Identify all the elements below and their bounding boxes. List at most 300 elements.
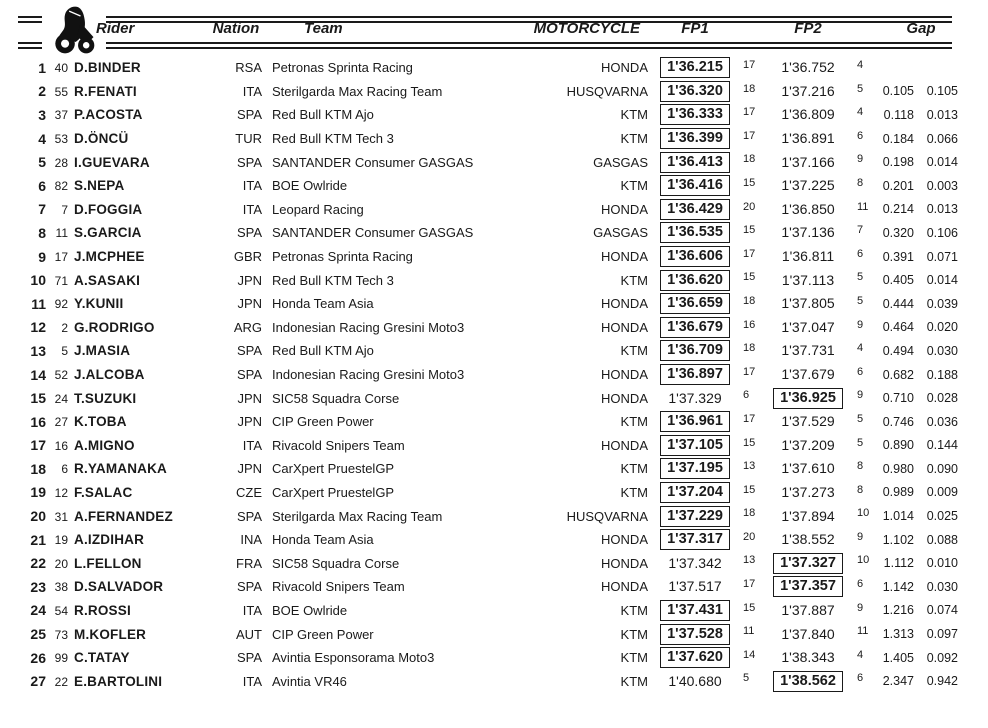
fp1-time: 1'37.329 bbox=[668, 389, 722, 406]
fp2-time: 1'37.805 bbox=[781, 295, 835, 312]
fp1-time: 1'36.620 bbox=[660, 270, 730, 291]
position: 3 bbox=[38, 106, 46, 123]
position: 27 bbox=[30, 673, 46, 690]
nation-code: SPA bbox=[236, 343, 262, 359]
gap-interval: 0.097 bbox=[926, 627, 958, 642]
fp2-time: 1'37.273 bbox=[781, 483, 835, 500]
rider-name: R.YAMANAKA bbox=[74, 461, 168, 477]
gap-interval: 0.144 bbox=[926, 438, 958, 453]
gap-interval: 0.039 bbox=[926, 296, 958, 311]
motorcycle-brand: HONDA bbox=[601, 555, 648, 571]
fp1-lap-count: 15 bbox=[743, 176, 756, 189]
table-row bbox=[8, 56, 966, 80]
gap-to-leader: 0.184 bbox=[882, 131, 914, 146]
gap-interval: 0.106 bbox=[926, 225, 958, 240]
fp1-lap-count: 17 bbox=[743, 129, 756, 142]
fp1-time: 1'37.105 bbox=[660, 435, 730, 456]
fp1-time: 1'37.431 bbox=[660, 600, 730, 621]
fp1-lap-count: 17 bbox=[743, 247, 756, 260]
fp2-lap-count: 7 bbox=[857, 224, 864, 237]
team-name: Leopard Racing bbox=[272, 201, 364, 217]
table-row bbox=[8, 80, 966, 104]
fp1-lap-count: 15 bbox=[743, 436, 756, 449]
fp1-lap-count: 18 bbox=[743, 294, 756, 307]
fp1-time: 1'36.215 bbox=[660, 57, 730, 78]
team-name: BOE Owlride bbox=[272, 602, 348, 618]
gap-interval: 0.013 bbox=[926, 202, 958, 217]
position: 14 bbox=[30, 366, 46, 383]
rider-name: G.RODRIGO bbox=[74, 319, 155, 335]
fp1-lap-count: 18 bbox=[743, 82, 756, 95]
fp1-lap-count: 18 bbox=[743, 342, 756, 355]
rider-name: A.SASAKI bbox=[74, 272, 141, 288]
rider-number: 82 bbox=[54, 179, 68, 194]
team-name: SANTANDER Consumer GASGAS bbox=[272, 154, 474, 170]
team-name: SIC58 Squadra Corse bbox=[272, 555, 400, 571]
fp1-lap-count: 17 bbox=[743, 365, 756, 378]
fp2-lap-count: 5 bbox=[857, 271, 864, 284]
fp1-time: 1'36.399 bbox=[660, 128, 730, 149]
rider-number: 19 bbox=[54, 533, 68, 548]
nation-code: INA bbox=[240, 532, 262, 548]
fp1-lap-count: 16 bbox=[743, 318, 756, 331]
nation-code: RSA bbox=[235, 60, 262, 76]
team-name: BOE Owlride bbox=[272, 178, 348, 194]
fp2-time: 1'37.610 bbox=[781, 460, 835, 477]
motorcycle-brand: KTM bbox=[620, 343, 648, 359]
table-row bbox=[8, 292, 966, 316]
team-name: Sterilgarda Max Racing Team bbox=[272, 83, 443, 99]
rider-number: 55 bbox=[54, 84, 68, 99]
fp1-lap-count: 20 bbox=[743, 200, 756, 213]
fp2-lap-count: 4 bbox=[857, 648, 864, 661]
fp2-lap-count: 8 bbox=[857, 483, 864, 496]
fp2-time: 1'37.113 bbox=[781, 271, 835, 288]
position: 5 bbox=[38, 154, 46, 171]
nation-code: GBR bbox=[233, 249, 262, 265]
gap-to-leader: 0.320 bbox=[882, 225, 914, 240]
motorcycle-brand: KTM bbox=[620, 107, 648, 123]
gap-to-leader: 0.444 bbox=[882, 296, 914, 311]
gap-interval: 0.013 bbox=[926, 107, 958, 122]
gap-interval: 0.105 bbox=[926, 84, 958, 99]
col-header-gap: Gap bbox=[906, 20, 936, 37]
fp1-lap-count: 20 bbox=[743, 530, 756, 543]
gap-interval: 0.020 bbox=[926, 320, 958, 335]
fp1-time: 1'36.961 bbox=[660, 411, 730, 432]
gap-to-leader: 0.391 bbox=[882, 249, 914, 264]
fp2-time: 1'38.343 bbox=[781, 649, 835, 666]
team-name: Red Bull KTM Ajo bbox=[272, 107, 374, 123]
fp1-lap-count: 17 bbox=[743, 106, 756, 119]
team-name: SANTANDER Consumer GASGAS bbox=[272, 225, 474, 241]
fp2-time: 1'37.679 bbox=[781, 366, 835, 383]
rider-number: 92 bbox=[54, 297, 68, 312]
fp1-lap-count: 17 bbox=[743, 578, 756, 591]
gap-to-leader: 0.214 bbox=[882, 202, 914, 217]
nation-code: ITA bbox=[242, 83, 262, 99]
fp1-time: 1'36.535 bbox=[660, 222, 730, 243]
fp2-lap-count: 8 bbox=[857, 176, 864, 189]
motorcycle-brand: KTM bbox=[620, 272, 648, 288]
table-row bbox=[8, 434, 966, 458]
fp2-lap-count: 6 bbox=[857, 578, 864, 591]
fp1-lap-count: 15 bbox=[743, 271, 756, 284]
team-name: Petronas Sprinta Racing bbox=[272, 60, 413, 76]
fp1-time: 1'36.606 bbox=[660, 246, 730, 267]
rider-name: L.FELLON bbox=[74, 555, 142, 571]
nation-code: ITA bbox=[242, 178, 262, 194]
fp2-time: 1'37.887 bbox=[781, 601, 835, 618]
table-row bbox=[8, 245, 966, 269]
motorcycle-brand: GASGAS bbox=[593, 154, 648, 170]
nation-code: JPN bbox=[237, 390, 262, 406]
rider-name: E.BARTOLINI bbox=[74, 673, 163, 689]
motorcycle-brand: KTM bbox=[620, 461, 648, 477]
fp2-lap-count: 5 bbox=[857, 436, 864, 449]
position: 25 bbox=[30, 626, 46, 643]
gap-to-leader: 0.198 bbox=[882, 155, 914, 170]
fp1-time: 1'36.709 bbox=[660, 340, 730, 361]
fp2-time: 1'37.357 bbox=[773, 576, 843, 597]
gap-interval: 0.028 bbox=[926, 391, 958, 406]
nation-code: SPA bbox=[236, 508, 262, 524]
gap-to-leader: 1.014 bbox=[882, 509, 914, 524]
table-row bbox=[8, 339, 966, 363]
motorcycle-brand: HONDA bbox=[601, 437, 648, 453]
fp1-time: 1'36.413 bbox=[660, 152, 730, 173]
rider-name: T.SUZUKI bbox=[74, 390, 137, 406]
table-row bbox=[8, 410, 966, 434]
fp2-lap-count: 9 bbox=[857, 601, 864, 614]
fp1-time: 1'36.320 bbox=[660, 81, 730, 102]
fp1-time: 1'37.342 bbox=[668, 554, 722, 571]
position: 1 bbox=[38, 59, 46, 76]
team-name: Honda Team Asia bbox=[272, 296, 374, 312]
rider-number: 22 bbox=[54, 674, 68, 689]
position: 7 bbox=[38, 201, 46, 218]
nation-code: TUR bbox=[235, 131, 262, 147]
nation-code: SPA bbox=[236, 650, 262, 666]
position: 9 bbox=[38, 248, 46, 265]
table-row bbox=[8, 386, 966, 410]
fp1-time: 1'37.517 bbox=[668, 578, 722, 595]
table-row bbox=[8, 551, 966, 575]
gap-interval: 0.066 bbox=[926, 131, 958, 146]
gap-interval: 0.009 bbox=[926, 485, 958, 500]
gap-interval: 0.036 bbox=[926, 414, 958, 429]
fp1-time: 1'36.429 bbox=[660, 199, 730, 220]
rider-number: 24 bbox=[54, 391, 68, 406]
team-name: Rivacold Snipers Team bbox=[272, 579, 405, 595]
fp1-lap-count: 18 bbox=[743, 153, 756, 166]
nation-code: JPN bbox=[237, 461, 262, 477]
column-headers bbox=[8, 20, 966, 37]
header-bottom-rule bbox=[18, 42, 952, 48]
rider-number: 7 bbox=[61, 202, 68, 217]
rider-number: 28 bbox=[54, 155, 68, 170]
nation-code: CZE bbox=[236, 484, 262, 500]
table-row bbox=[8, 103, 966, 127]
gap-to-leader: 2.347 bbox=[882, 674, 914, 689]
results-table-body bbox=[8, 56, 966, 693]
team-name: CIP Green Power bbox=[272, 626, 374, 642]
position: 16 bbox=[30, 413, 46, 430]
motorcycle-brand: HUSQVARNA bbox=[566, 508, 648, 524]
motorcycle-brand: HONDA bbox=[601, 249, 648, 265]
rider-number: 11 bbox=[55, 226, 68, 241]
table-row bbox=[8, 481, 966, 505]
rider-name: J.MCPHEE bbox=[74, 249, 145, 265]
team-name: Petronas Sprinta Racing bbox=[272, 249, 413, 265]
nation-code: SPA bbox=[236, 225, 262, 241]
gap-to-leader: 0.710 bbox=[882, 391, 914, 406]
gap-interval: 0.014 bbox=[926, 155, 958, 170]
fp1-time: 1'37.528 bbox=[660, 624, 730, 645]
fp1-time: 1'36.416 bbox=[660, 175, 730, 196]
team-name: Indonesian Racing Gresini Moto3 bbox=[272, 367, 465, 383]
table-row bbox=[8, 127, 966, 151]
rider-number: 37 bbox=[54, 108, 68, 123]
rider-name: D.FOGGIA bbox=[74, 201, 143, 217]
rider-number: 54 bbox=[54, 603, 68, 618]
rider-number: 38 bbox=[54, 580, 68, 595]
nation-code: ITA bbox=[242, 673, 262, 689]
rider-number: 52 bbox=[54, 368, 68, 383]
motorcycle-brand: HONDA bbox=[601, 532, 648, 548]
fp1-time: 1'36.659 bbox=[660, 293, 730, 314]
nation-code: SPA bbox=[236, 107, 262, 123]
col-header-rider: Rider bbox=[96, 20, 135, 37]
fp2-lap-count: 4 bbox=[857, 59, 864, 71]
team-name: Indonesian Racing Gresini Moto3 bbox=[272, 319, 465, 335]
position: 13 bbox=[30, 342, 46, 359]
rider-number: 20 bbox=[54, 556, 68, 571]
fp1-time: 1'40.680 bbox=[668, 672, 722, 689]
motorcycle-brand: HONDA bbox=[601, 579, 648, 595]
gap-interval: 0.010 bbox=[926, 556, 958, 571]
table-row bbox=[8, 575, 966, 599]
fp2-time: 1'37.894 bbox=[781, 507, 835, 524]
fp1-time: 1'37.195 bbox=[660, 458, 730, 479]
fp1-time: 1'37.620 bbox=[660, 647, 730, 668]
rider-name: A.MIGNO bbox=[74, 437, 135, 453]
gap-to-leader: 1.216 bbox=[882, 603, 914, 618]
fp1-lap-count: 14 bbox=[743, 648, 756, 661]
team-name: Red Bull KTM Tech 3 bbox=[272, 131, 394, 147]
nation-code: ITA bbox=[242, 602, 262, 618]
team-name: SIC58 Squadra Corse bbox=[272, 390, 400, 406]
position: 22 bbox=[30, 555, 46, 572]
fp2-lap-count: 10 bbox=[857, 554, 870, 567]
gap-interval: 0.188 bbox=[926, 367, 958, 382]
fp2-lap-count: 6 bbox=[857, 247, 864, 260]
gap-to-leader: 0.118 bbox=[883, 107, 914, 122]
gap-to-leader: 1.313 bbox=[882, 627, 914, 642]
fp2-lap-count: 9 bbox=[857, 530, 864, 543]
fp1-lap-count: 11 bbox=[743, 625, 755, 638]
position: 6 bbox=[38, 177, 46, 194]
table-row bbox=[8, 174, 966, 198]
fp2-lap-count: 6 bbox=[857, 129, 864, 142]
team-name: Avintia VR46 bbox=[272, 673, 347, 689]
rider-name: M.KOFLER bbox=[74, 626, 147, 642]
gap-interval: 0.071 bbox=[926, 249, 958, 264]
gap-interval: 0.942 bbox=[926, 674, 958, 689]
rider-name: J.MASIA bbox=[74, 343, 131, 359]
nation-code: JPN bbox=[237, 272, 262, 288]
motorcycle-brand: KTM bbox=[620, 602, 648, 618]
fp2-lap-count: 6 bbox=[857, 365, 864, 378]
motorcycle-brand: KTM bbox=[620, 650, 648, 666]
table-row bbox=[8, 316, 966, 340]
gap-to-leader: 1.405 bbox=[882, 650, 914, 665]
nation-code: JPN bbox=[237, 296, 262, 312]
motorcycle-brand: HONDA bbox=[601, 390, 648, 406]
rider-number: 53 bbox=[54, 132, 68, 147]
gap-to-leader: 0.105 bbox=[882, 84, 914, 99]
rider-number: 40 bbox=[54, 61, 68, 76]
rider-name: D.ÖNCÜ bbox=[74, 131, 129, 147]
fp2-time: 1'38.562 bbox=[773, 671, 843, 692]
fp2-lap-count: 11 bbox=[857, 625, 869, 638]
nation-code: ITA bbox=[242, 201, 262, 217]
motorcycle-brand: KTM bbox=[620, 673, 648, 689]
nation-code: FRA bbox=[236, 555, 262, 571]
table-row bbox=[8, 669, 966, 693]
table-row bbox=[8, 363, 966, 387]
nation-code: SPA bbox=[236, 154, 262, 170]
rider-name: S.NEPA bbox=[74, 178, 125, 194]
table-row bbox=[8, 646, 966, 670]
fp1-lap-count: 17 bbox=[743, 412, 756, 425]
gap-to-leader: 0.989 bbox=[882, 485, 914, 500]
gap-to-leader: 0.464 bbox=[882, 320, 914, 335]
gap-to-leader: 1.112 bbox=[883, 556, 914, 571]
gap-to-leader: 0.201 bbox=[882, 178, 914, 193]
fp1-time: 1'36.897 bbox=[660, 364, 730, 385]
rider-name: R.ROSSI bbox=[74, 602, 131, 618]
rider-number: 6 bbox=[61, 462, 68, 477]
fp2-time: 1'36.891 bbox=[781, 130, 835, 147]
rider-name: I.GUEVARA bbox=[74, 154, 150, 170]
team-name: Avintia Esponsorama Moto3 bbox=[272, 650, 435, 666]
gap-to-leader: 0.980 bbox=[882, 461, 914, 476]
rider-name: R.FENATI bbox=[74, 83, 137, 99]
rider-number: 73 bbox=[54, 627, 68, 642]
motorcycle-brand: HONDA bbox=[601, 296, 648, 312]
col-header-fp1: FP1 bbox=[681, 20, 709, 37]
fp1-lap-count: 18 bbox=[743, 507, 756, 520]
position: 23 bbox=[30, 578, 46, 595]
motorcycle-brand: KTM bbox=[620, 414, 648, 430]
col-header-team: Team bbox=[304, 20, 343, 37]
fp1-lap-count: 6 bbox=[743, 389, 750, 402]
motorcycle-brand: KTM bbox=[620, 131, 648, 147]
fp2-time: 1'37.840 bbox=[781, 625, 835, 642]
gap-to-leader: 0.494 bbox=[882, 343, 914, 358]
position: 26 bbox=[30, 649, 46, 666]
rider-name: P.ACOSTA bbox=[74, 107, 143, 123]
fp2-lap-count: 8 bbox=[857, 460, 864, 473]
rider-name: D.BINDER bbox=[74, 60, 141, 76]
fp1-lap-count: 15 bbox=[743, 483, 756, 496]
position: 12 bbox=[30, 319, 46, 336]
gap-to-leader: 0.890 bbox=[882, 438, 914, 453]
nation-code: JPN bbox=[237, 414, 262, 430]
rider-number: 17 bbox=[54, 250, 68, 265]
fp1-time: 1'37.204 bbox=[660, 482, 730, 503]
team-name: CarXpert PruestelGP bbox=[272, 484, 395, 500]
fp1-lap-count: 15 bbox=[743, 601, 756, 614]
rider-number: 71 bbox=[54, 273, 68, 288]
gap-interval: 0.025 bbox=[926, 509, 958, 524]
gap-interval: 0.014 bbox=[926, 273, 958, 288]
fp2-lap-count: 10 bbox=[857, 507, 870, 520]
fp2-time: 1'36.850 bbox=[781, 200, 835, 217]
fp2-time: 1'37.327 bbox=[773, 553, 843, 574]
team-name: Rivacold Snipers Team bbox=[272, 437, 405, 453]
gap-interval: 0.030 bbox=[926, 579, 958, 594]
fp2-lap-count: 4 bbox=[857, 342, 864, 355]
position: 17 bbox=[30, 437, 46, 454]
position: 24 bbox=[30, 602, 46, 619]
position: 10 bbox=[30, 272, 46, 289]
rider-name: K.TOBA bbox=[74, 414, 127, 430]
position: 15 bbox=[30, 390, 46, 407]
fp2-time: 1'37.047 bbox=[781, 318, 835, 335]
table-row bbox=[8, 622, 966, 646]
rider-name: F.SALAC bbox=[74, 484, 133, 500]
motorcycle-brand: HONDA bbox=[601, 60, 648, 76]
nation-code: ITA bbox=[242, 437, 262, 453]
fp1-lap-count: 15 bbox=[743, 224, 756, 237]
position: 11 bbox=[31, 295, 46, 312]
fp2-time: 1'36.811 bbox=[781, 248, 835, 265]
table-row bbox=[8, 150, 966, 174]
gap-to-leader: 0.405 bbox=[882, 273, 914, 288]
fp2-lap-count: 9 bbox=[857, 153, 864, 166]
nation-code: ARG bbox=[233, 319, 262, 335]
gap-interval: 0.074 bbox=[926, 603, 958, 618]
nation-code: SPA bbox=[236, 367, 262, 383]
fp2-time: 1'37.216 bbox=[781, 82, 835, 99]
rider-number: 27 bbox=[54, 415, 68, 430]
gap-to-leader: 1.142 bbox=[882, 579, 914, 594]
fp2-lap-count: 9 bbox=[857, 389, 864, 402]
gap-interval: 0.030 bbox=[926, 343, 958, 358]
motorcycle-brand: KTM bbox=[620, 484, 648, 500]
col-header-fp2: FP2 bbox=[794, 20, 822, 37]
team-name: Sterilgarda Max Racing Team bbox=[272, 508, 443, 524]
table-row bbox=[8, 221, 966, 245]
gap-to-leader: 0.682 bbox=[882, 367, 914, 382]
position: 20 bbox=[30, 508, 46, 525]
rider-number: 31 bbox=[54, 509, 68, 524]
fp2-time: 1'36.925 bbox=[773, 388, 843, 409]
team-name: CarXpert PruestelGP bbox=[272, 461, 395, 477]
position: 21 bbox=[30, 531, 46, 548]
fp1-lap-count: 17 bbox=[743, 59, 756, 71]
fp2-time: 1'37.731 bbox=[781, 342, 835, 359]
gap-to-leader: 1.102 bbox=[882, 532, 914, 547]
motorcycle-brand: KTM bbox=[620, 178, 648, 194]
fp1-lap-count: 5 bbox=[743, 672, 750, 685]
rider-number: 16 bbox=[54, 438, 68, 453]
rider-name: S.GARCIA bbox=[74, 225, 142, 241]
table-row bbox=[8, 504, 966, 528]
fp2-time: 1'36.752 bbox=[781, 59, 835, 76]
